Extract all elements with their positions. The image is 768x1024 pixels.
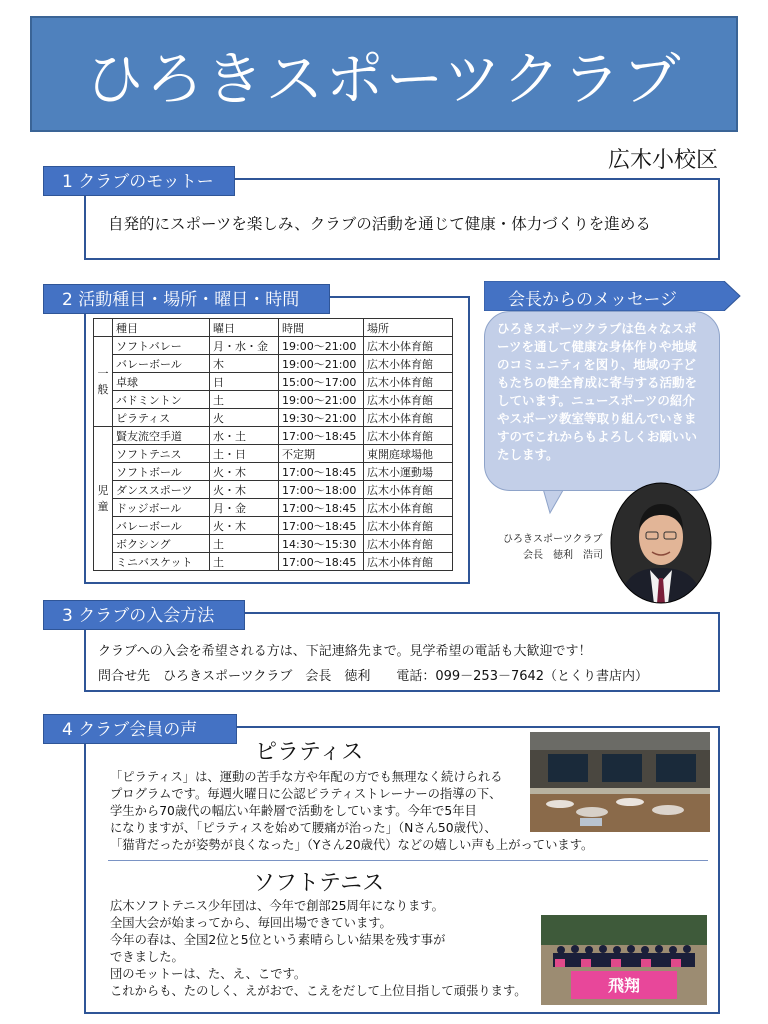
table-cell: 東開庭球場他: [364, 445, 453, 463]
table-cell: 広木小体育館: [364, 337, 453, 355]
table-cell: 19:00～21:00: [279, 355, 364, 373]
signature-name: 会長 徳利 浩司: [523, 550, 603, 561]
table-cell: ソフトテニス: [113, 445, 210, 463]
table-header-cell: 曜日: [210, 319, 279, 337]
table-cell: ミニバスケット: [113, 553, 210, 571]
pilates-line: 学生から70歳代の幅広い年齢層で活動をしています。今年で5年目: [110, 804, 477, 818]
title-banner: [30, 16, 738, 132]
table-cell: 火: [210, 409, 279, 427]
pilates-text: [110, 769, 593, 854]
table-group-label: 児 童: [94, 427, 113, 571]
table-cell: バドミントン: [113, 391, 210, 409]
activity-table-wrap: [93, 318, 453, 571]
table-cell: 17:00～18:45: [279, 463, 364, 481]
table-cell: 15:00～17:00: [279, 373, 364, 391]
section1-heading: 1 クラブのモットー: [43, 166, 235, 196]
table-cell: ソフトバレー: [113, 337, 210, 355]
section3-heading: 3 クラブの入会方法: [43, 600, 245, 630]
table-row: [94, 553, 453, 571]
contact-text: 問合せ先 ひろきスポーツクラブ 会長 徳利 電話：099－253－7642（とくり書店内）: [98, 669, 649, 684]
table-cell: 広木小体育館: [364, 373, 453, 391]
join-text: クラブへの入会を希望される方は、下記連絡先まで。見学希望の電話も大歓迎です！: [98, 644, 592, 659]
tennis-line: できました。: [110, 950, 184, 964]
activity-table: [93, 318, 453, 571]
table-header-cell: 場所: [364, 319, 453, 337]
tennis-line: 全国大会が始まってから、毎回出場できています。: [110, 916, 392, 930]
table-cell: 土: [210, 535, 279, 553]
table-cell: 木: [210, 355, 279, 373]
tennis-photo: [541, 915, 707, 1005]
table-cell: 17:00～18:45: [279, 499, 364, 517]
table-cell: 火・木: [210, 517, 279, 535]
pilates-title: ピラティス: [255, 740, 364, 765]
table-row: [94, 427, 453, 445]
signature-club: ひろきスポーツクラブ: [503, 534, 603, 545]
table-cell: 賢友流空手道: [113, 427, 210, 445]
table-row: [94, 409, 453, 427]
section4-heading: 4 クラブ会員の声: [43, 714, 237, 744]
table-cell: 広木小体育館: [364, 427, 453, 445]
table-cell: 月・金: [210, 499, 279, 517]
tennis-text: [110, 898, 527, 1000]
pilates-line: プログラムです。毎週火曜日に公認ピラティストレーナーの指導の下、: [110, 787, 502, 801]
table-cell: ドッジボール: [113, 499, 210, 517]
message-bubble: ひろきスポーツクラブは色々なスポーツを通して健康な身体作りや地域のコミュニティを図り、地域の子どもたちの健全育成に寄与する活動をしています。ニュースポーツの紹介やスポーツ教室等取り組んでいきますのでこれからもよろしくお願いいたします。: [484, 311, 720, 491]
table-cell: ソフトボール: [113, 463, 210, 481]
section2-heading: 2 活動種目・場所・曜日・時間: [43, 284, 330, 314]
tennis-title: ソフトテニス: [253, 871, 385, 896]
table-row: [94, 517, 453, 535]
team-banner-text: 飛翔: [607, 976, 640, 995]
table-group-label: 一 般: [94, 337, 113, 427]
tennis-line: 広木ソフトテニス少年団は、今年で創部25周年になります。: [110, 899, 444, 913]
table-row: [94, 481, 453, 499]
table-cell: 不定期: [279, 445, 364, 463]
table-cell: バレーボール: [113, 355, 210, 373]
pilates-line: 「猫背だったが姿勢が良くなった」（Yさん20歳代）などの嬉しい声も上がっています。: [110, 838, 594, 852]
table-cell: 14:30～15:30: [279, 535, 364, 553]
table-cell: 17:00～18:00: [279, 481, 364, 499]
table-header-cell: 時間: [279, 319, 364, 337]
table-row: [94, 535, 453, 553]
table-row: [94, 463, 453, 481]
table-cell: 広木小体育館: [364, 535, 453, 553]
table-row: [94, 445, 453, 463]
table-cell: 広木小体育館: [364, 517, 453, 535]
table-cell: 広木小体育館: [364, 553, 453, 571]
table-cell: 広木小体育館: [364, 391, 453, 409]
table-cell: 広木小体育館: [364, 409, 453, 427]
table-cell: 17:00～18:45: [279, 553, 364, 571]
pilates-line: 「ピラティス」は、運動の苦手な方や年配の方でも無理なく続けられる: [110, 770, 503, 784]
table-cell: 19:30～21:00: [279, 409, 364, 427]
table-cell: 広木小体育館: [364, 481, 453, 499]
tennis-line: 団のモットーは、た、え、こです。: [110, 967, 307, 981]
school-district: 広木小校区: [607, 148, 718, 173]
tennis-line: これからも、たのしく、えがおで、こえをだして上位目指して頑張ります。: [110, 984, 527, 998]
table-row: [94, 373, 453, 391]
table-cell: ピラティス: [113, 409, 210, 427]
table-cell: 月・水・金: [210, 337, 279, 355]
table-row: [94, 499, 453, 517]
table-cell: 土: [210, 553, 279, 571]
table-cell: ボクシング: [113, 535, 210, 553]
pilates-photo: [530, 732, 710, 832]
table-cell: 17:00～18:45: [279, 517, 364, 535]
table-cell: 広木小体育館: [364, 355, 453, 373]
table-header-cell: 種目: [113, 319, 210, 337]
table-cell: 日: [210, 373, 279, 391]
table-cell: 土・日: [210, 445, 279, 463]
table-header-blank: [94, 319, 113, 337]
table-row: [94, 337, 453, 355]
table-row: [94, 355, 453, 373]
motto-text: 自発的にスポーツを楽しみ、クラブの活動を通じて健康・体力づくりを進める: [108, 215, 651, 233]
tennis-line: 今年の春は、全国2位と5位という素晴らしい結果を残す事が: [110, 933, 446, 947]
table-cell: ダンススポーツ: [113, 481, 210, 499]
table-cell: 火・木: [210, 481, 279, 499]
table-cell: 広木小運動場: [364, 463, 453, 481]
president-portrait: [610, 482, 712, 604]
table-header-row: [94, 319, 453, 337]
table-cell: 土: [210, 391, 279, 409]
table-cell: 19:00～21:00: [279, 337, 364, 355]
table-cell: 19:00～21:00: [279, 391, 364, 409]
table-cell: 卓球: [113, 373, 210, 391]
table-cell: バレーボール: [113, 517, 210, 535]
table-cell: 水・土: [210, 427, 279, 445]
pilates-line: になりますが、「ピラティスを始めて腰痛が治った」（Nさん50歳代）、: [110, 821, 497, 835]
table-cell: 17:00～18:45: [279, 427, 364, 445]
section4-divider: [108, 860, 708, 861]
message-heading: 会長からのメッセージ: [508, 290, 677, 310]
table-row: [94, 391, 453, 409]
page-title: ひろきスポーツクラブ: [85, 45, 683, 113]
table-cell: 広木小体育館: [364, 499, 453, 517]
table-cell: 火・木: [210, 463, 279, 481]
